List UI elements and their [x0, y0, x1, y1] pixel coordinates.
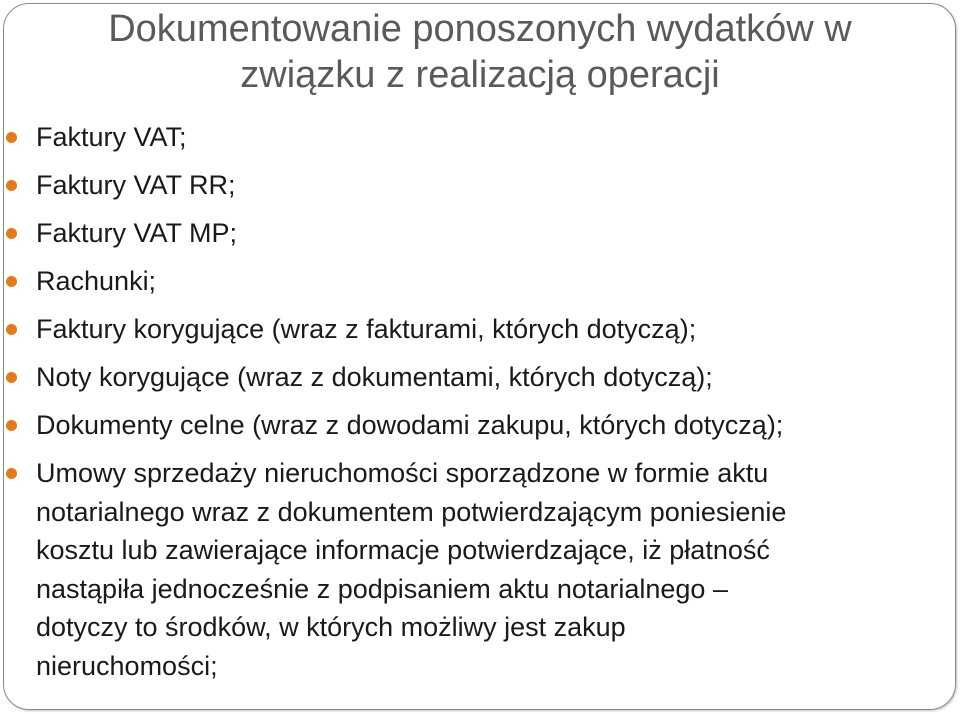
bullet-item-dokumenty-celne	[0, 406, 960, 445]
bullet-item-faktury-vat	[0, 118, 960, 157]
bullet-item-noty-korygujace	[0, 358, 960, 397]
slide-title	[40, 6, 920, 98]
bullet-text: Faktury VAT;	[36, 122, 187, 152]
bullet-list	[0, 118, 960, 695]
bullet-text-line: Umowy sprzedaży nieruchomości sporządzone w formie aktu	[36, 458, 769, 488]
slide-title-line-2: związku z realizacją operacji	[240, 54, 720, 96]
bullet-dot-icon	[6, 276, 17, 287]
bullet-text: Faktury VAT RR;	[36, 170, 236, 200]
bullet-item-faktury-vat-mp	[0, 214, 960, 253]
bullet-text: Dokumenty celne (wraz z dowodami zakupu, których dotyczą);	[36, 410, 784, 440]
bullet-dot-icon	[6, 324, 17, 335]
bullet-dot-icon	[6, 372, 17, 383]
bullet-text-line: dotyczy to środków, w których możliwy jest zakup	[36, 612, 626, 642]
slide-title-line-1: Dokumentowanie ponoszonych wydatków w	[108, 8, 852, 50]
bullet-dot-icon	[6, 468, 17, 479]
bullet-dot-icon	[6, 420, 17, 431]
bullet-text: Faktury VAT MP;	[36, 218, 238, 248]
bullet-item-umowy-sprzedazy	[0, 454, 960, 685]
bullet-text: Rachunki;	[36, 266, 157, 296]
bullet-dot-icon	[6, 180, 17, 191]
bullet-text: Faktury korygujące (wraz z fakturami, których dotyczą);	[36, 314, 697, 344]
bullet-text-line: nastąpiła jednocześnie z podpisaniem aktu notarialnego –	[36, 573, 728, 604]
bullet-item-faktury-korygujace	[0, 310, 960, 349]
bullet-text-line: kosztu lub zawierające informacje potwierdzające, iż płatność	[36, 535, 770, 565]
bullet-text: Noty korygujące (wraz z dokumentami, których dotyczą);	[36, 362, 713, 392]
bullet-dot-icon	[6, 132, 17, 143]
bullet-dot-icon	[6, 228, 17, 239]
bullet-item-rachunki	[0, 262, 960, 301]
bullet-text-line: nieruchomości;	[36, 650, 218, 681]
bullet-item-faktury-vat-rr	[0, 166, 960, 205]
bullet-text-line: notarialnego wraz z dokumentem potwierdzającym poniesienie	[36, 496, 787, 527]
